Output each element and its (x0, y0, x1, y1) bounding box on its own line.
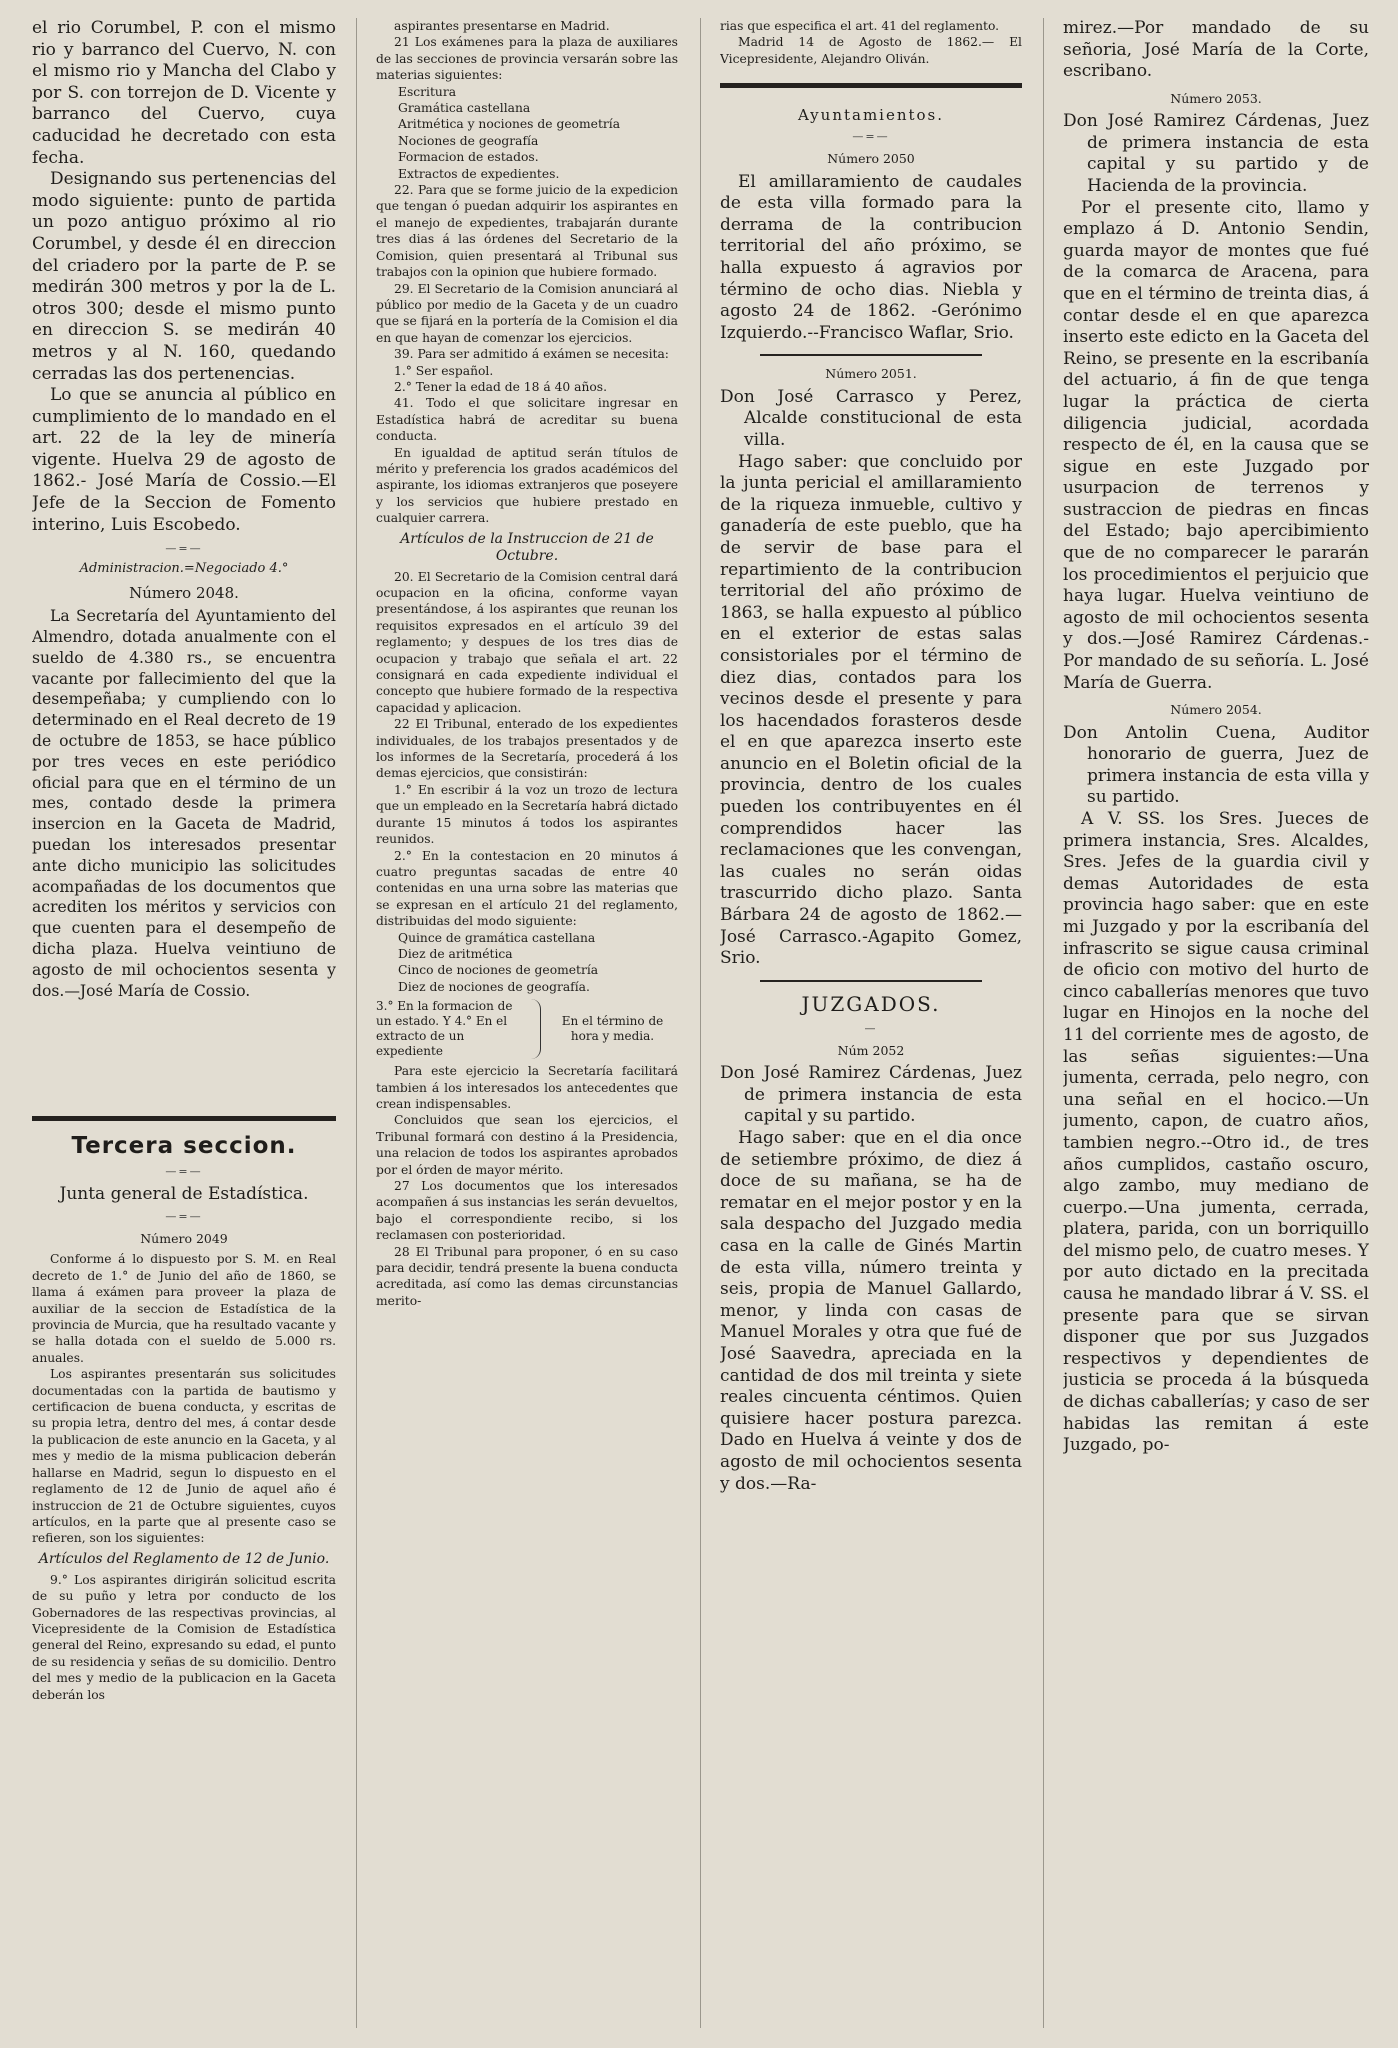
notice-number: Núm 2052 (837, 1042, 905, 1058)
column-divider (1043, 18, 1044, 2028)
paragraph: Hago saber: que en el dia once de setiembre próximo, de diez á doce de su mañana, se ha de rematar en el mejor postor y en la sala despacho del Juzgado media casa en la calle de Ginés Martin de esta villa, número treinta y seis, propia de Manuel Gallardo, menor, y linda con casas de Manuel Morales y otra que fué de José Saavedra, apreciada en la cantidad de dos mil treinta y siete reales cincuenta céntimos. Quien quisiere hacer postura parezca. Dado en Huelva á veinte y dos de agosto de mil ochocientos sesenta y dos.—Ra- (720, 1128, 1022, 1494)
paragraph: 21 Los exámenes para la plaza de auxiliares de las secciones de provincia versarán sobre las materias siguientes: (376, 35, 678, 83)
paragraph: 1.° En escribir á la voz un trozo de lectura que un empleado en la Secretaría habrá dictado durante 15 minutos á todos los aspirantes reunidos. (376, 782, 678, 847)
list-item: Gramática castellana (398, 101, 531, 116)
subheading: Artículos de la Instruccion de 21 de Octubre. (400, 530, 654, 564)
notice-number: Número 2049 (140, 1231, 228, 1246)
paragraph: Para este ejercicio la Secretaría facilitará tambien á los interesados los antecedentes que crean indispensables. (376, 1064, 678, 1111)
column-divider (700, 18, 701, 2028)
paragraph: aspirantes presentarse en Madrid. (394, 19, 610, 33)
notice-number: Número 2048. (129, 584, 239, 603)
column-1-lower (32, 1116, 336, 2036)
official-heading: Don José Carrasco y Perez, Alcalde constitucional de esta villa. (720, 386, 1022, 450)
column-3 (720, 18, 1022, 2038)
paragraph: 2.° En la contestacion en 20 minutos á cuatro preguntas sacadas de entre 40 contenidas en una urna sobre las materias que se expresan en el artículo 21 del reglamento, distribuidas del modo siguiente: (376, 848, 678, 929)
list-item: Diez de nociones de geografía. (398, 979, 590, 994)
paragraph: Designando sus pertenencias del modo siguiente: punto de partida un pozo antiguo próximo al rio Corumbel, y desde él en direccion del criadero por la parte de P. se medirán 300 metros y por la de L. otros 300; desde el mismo punto en direccion S. se medirán 40 metros y al N. 160, quedando cerradas las dos pertenencias. (32, 169, 336, 384)
section-heading: Ayuntamientos. (797, 106, 945, 125)
list-item: Extractos de expedientes. (398, 166, 560, 181)
paragraph: rias que especifica el art. 41 del reglamento. (720, 19, 1000, 33)
section-subheading: Administracion.=Negociado 4.° (79, 561, 289, 577)
paragraph: Conforme á lo dispuesto por S. M. en Real decreto de 1.° de Junio del año de 1860, se llama á exámen para proveer la plaza de auxiliar de la seccion de Estadística de la provincia de Murcia, que ha resultado vacante y se halla dotada con el sueldo de 5.000 rs. anuales. (32, 1252, 336, 1365)
notice-number: Número 2050 (827, 151, 915, 167)
column-2 (376, 18, 678, 2038)
section-heading: Tercera seccion. (71, 1133, 297, 1159)
paragraph: 22 El Tribunal, enterado de los expedientes individuales, de los trabajos presentados y de los informes de la Secretaría, procederá á los demas ejercicios, que consistirán: (376, 717, 678, 781)
brace-glyph (526, 999, 541, 1059)
paragraph: 29. El Secretario de la Comision anunciará al público por medio de la Gaceta y de un cuadro que se fijará en la portería de la Comision el dia en que hayan de comenzar los ejercicios. (376, 281, 678, 345)
paragraph: 20. El Secretario de la Comision central dará ocupacion en la oficina, conforme vayan presentándose, á los aspirantes que reunan los requisitos expresados en el artículo 39 del reglamento; y despues de los tres dias de ocupacion y trabajo que señala el art. 22 consignará en cada expediente individual el concepto que hubiere formado de la respectiva capacidad y aplicacion. (376, 569, 678, 715)
paragraph: Por el presente cito, llamo y emplazo á D. Antonio Sendin, guarda mayor de montes que fué de la comarca de Aracena, para que en el término de treinta dias, á contar desde el en que aparezca inserto este edicto en la Gaceta del Reino, se presente en la escribanía del actuario, á fin de que tenga lugar la práctica de cierta diligencia judicial, acordada respecto de él, en la causa que se sigue en este Juzgado por usurpacion de terrenos y sustraccion de piedras en fincas del Estado; bajo apercibimiento que de no comparecer le pararán los procedimientos el perjuicio que haya lugar. Huelva veintiuno de agosto de mil ochocientos sesenta y dos.—José Ramirez Cárdenas.-Por mandado de su señoría. L. José María de Guerra. (1063, 197, 1369, 693)
section-heading: JUZGADOS. (801, 991, 941, 1016)
paragraph: En igualdad de aptitud serán títulos de mérito y preferencia los grados académicos del aspirante, los idiomas extranjeros que poseyere y los servicios que hubiere prestado en cualquier carrera. (376, 445, 678, 526)
subheading: Artículos del Reglamento de 12 de Junio. (38, 1550, 330, 1567)
official-heading: Don José Ramirez Cárdenas, Juez de primera instancia de esta capital y su partido y de Hacienda de la provincia. (1063, 111, 1369, 196)
column-1 (32, 18, 336, 1108)
list-item: 2.° Tener la edad de 18 á 40 años. (394, 379, 608, 394)
list-item: 1.° Ser español. (394, 363, 494, 378)
paragraph: La Secretaría del Ayuntamiento del Almendro, dotada anualmente con el sueldo de 4.380 rs., se encuentra vacante por fallecimiento del que la desempeñaba; y cumpliendo con lo determinado en el Real decreto de 19 de octubre de 1853, se hace público por tres veces en este periódico oficial para que en el término de un mes, contado desde la primera insercion en la Gaceta de Madrid, puedan los interesados presentar ante dicho municipio las solicitudes acompañadas de los documentos que acrediten los méritos y servicios con que cuenten para el desempeño de dicha plaza. Huelva veintiuno de agosto de mil ochocientos sesenta y dos.—José María de Cossio. (32, 607, 336, 1000)
section-title: Junta general de Estadística. (59, 1184, 309, 1204)
brace-group (376, 999, 678, 1059)
paragraph: Madrid 14 de Agosto de 1862.— El Vicepresidente, Alejandro Oliván. (720, 35, 1022, 66)
list-item: Escritura (398, 84, 457, 99)
column-divider (356, 18, 357, 2028)
subject-list (376, 84, 678, 182)
list-item: Diez de aritmética (398, 946, 513, 961)
list-item: Formacion de estados. (398, 150, 539, 165)
notice-number: Número 2053. (1170, 90, 1262, 106)
paragraph: Concluidos que sean los ejercicios, el Tribunal formará con destino á la Presidencia, una relacion de todos los aspirantes aprobados por el órden de mayor mérito. (376, 1113, 678, 1177)
brace-left-text: 3.° En la formacion de un estado. Y 4.° En el extracto de un expediente (376, 999, 513, 1059)
section-rule (32, 1116, 336, 1121)
divider (760, 980, 982, 982)
section-rule (720, 83, 1022, 88)
paragraph: mirez.—Por mandado de su señoria, José María de la Corte, escribano. (1063, 18, 1369, 82)
paragraph: Hago saber: que concluido por la junta pericial el amillaramiento de la riqueza inmueble, cultivo y ganadería de este pueblo, que ha de servir de base para el repartimiento de la contribucion territorial del año próximo de 1863, se halla expuesto al público en el exterior de estas salas consistoriales por el término de diez dias, contados para los vecinos desde el presente y para los hacendados forasteros desde el en que aparezca inserto este anuncio en el Boletin oficial de la provincia, dentro de los cuales pueden los contribuyentes en él comprendidos hacer las reclamaciones que les convengan, las cuales no serán oidas trascurrido dicho plazo. Santa Bárbara 24 de agosto de 1862.—José Carrasco.-Agapito Gomez, Srio. (720, 451, 1022, 969)
column-4 (1063, 18, 1369, 2038)
list-item: Quince de gramática castellana (398, 930, 596, 945)
brace-right-text: En el término de hora y media. (561, 1014, 664, 1044)
paragraph: 28 El Tribunal para proponer, ó en su caso para decidir, tendrá presente la buena conducta acreditada, así como las demas circunstancias merito- (376, 1244, 678, 1308)
paragraph: El amillaramiento de caudales de esta villa formado para la derrama de la contribucion territorial del año próximo, se halla expuesto á agravios por término de ocho dias. Niebla y agosto 24 de 1862. -Gerónimo Izquierdo.--Francisco Waflar, Srio. (720, 171, 1022, 343)
list-item: Aritmética y nociones de geometría (398, 117, 621, 132)
list-item: Nociones de geografía (398, 133, 539, 148)
paragraph: A V. SS. los Sres. Jueces de primera instancia, Sres. Alcaldes, Sres. Jefes de la guardia civil y demas Autoridades de esta provincia hago saber: que en este mi Juzgado y por la escribanía del infrascrito se sigue causa criminal de oficio con motivo del hurto de cinco caballerías menores que tuvo lugar en Hinojos en la noche del 11 del corriente mes de agosto, de las señas siguientes:—Una jumenta, cerrada, pelo negro, con una señal en el hocico.—Un jumento, capon, de cuatro años, tambien negro.--Otro id., de tres años cumplidos, castaño oscuro, algo zambo, muy mediano de cuerpo.—Una jumenta, cerrada, platera, parida, con un borriquillo del mismo pelo, de cuatro meses. Y por auto dictado en la precitada causa he mandado librar á V. SS. el presente para que se sirvan disponer que por sus Juzgados respectivos y dependientes de justicia se proceda á la búsqueda de dichas caballerías; y caso de ser habidas las remitan á este Juzgado, po- (1063, 809, 1369, 1456)
ornament: —=— (165, 1165, 203, 1178)
ornament: —=— (165, 542, 203, 556)
official-heading: Don José Ramirez Cárdenas, Juez de primera instancia de esta capital y su partido. (720, 1063, 1022, 1127)
distribution-list (376, 930, 678, 996)
paragraph: el rio Corumbel, P. con el mismo rio y barranco del Cuervo, N. con el mismo rio y Mancha del Clabo y por S. con torrejon de D. Vicente y barranco del Cuervo, cuya caducidad he decretado con esta fecha. (32, 18, 336, 168)
paragraph: Los aspirantes presentarán sus solicitudes documentadas con la partida de bautismo y certificacion de buena conducta, y escritas de su propia letra, dentro del mes, á contar desde la publicacion de este anuncio en la Gaceta, y al mes y medio de la misma publicacion deberán hallarse en Madrid, segun lo dispuesto en el reglamento de 12 de Junio de aquel año é instruccion de 21 de Octubre siguientes, cuyos artículos, en la parte que al presente caso se refieren, son los siguientes: (32, 1367, 336, 1546)
paragraph: 22. Para que se forme juicio de la expedicion que tengan ó puedan adquirir los aspirantes en el manejo de expedientes, trabajarán durante tres dias á las órdenes del Secretario de la Comision, quien presentará al Tribunal sus trabajos con la opinion que hubiere formado. (376, 183, 678, 280)
notice-number: Número 2051. (825, 366, 917, 382)
divider (760, 354, 982, 356)
paragraph: 41. Todo el que solicitare ingresar en Estadística habrá de acreditar su buena conducta. (376, 396, 678, 444)
ornament: — (864, 1021, 878, 1035)
official-heading: Don Antolin Cuena, Auditor honorario de guerra, Juez de primera instancia de esta villa y su partido. (1063, 722, 1369, 808)
paragraph: 9.° Los aspirantes dirigirán solicitud escrita de su puño y letra por conducto de los Gobernadores de las respectivas provincias, al Vicepresidente de la Comision de Estadística general del Reino, expresando su edad, el punto de su residencia y señas de su domicilio. Dentro del mes y medio de la publicacion en la Gaceta deberán los (32, 1572, 336, 1702)
paragraph: 39. Para ser admitido á exámen se necesita: (394, 347, 669, 362)
ornament: —=— (852, 130, 890, 144)
list-item: Cinco de nociones de geometría (398, 963, 599, 978)
notice-number: Número 2054. (1170, 702, 1262, 718)
paragraph: Lo que se anuncia al público en cumplimiento de lo mandado en el art. 22 de la ley de minería vigente. Huelva 29 de agosto de 1862.- José María de Cossio.—El Jefe de la Seccion de Fomento interino, Luis Escobedo. (32, 385, 336, 535)
paragraph: 27 Los documentos que los interesados acompañen á sus instancias les serán devueltos, bajo el correspondiente recibo, si los reclamasen con posterioridad. (376, 1179, 678, 1243)
ornament: —=— (165, 1210, 203, 1223)
